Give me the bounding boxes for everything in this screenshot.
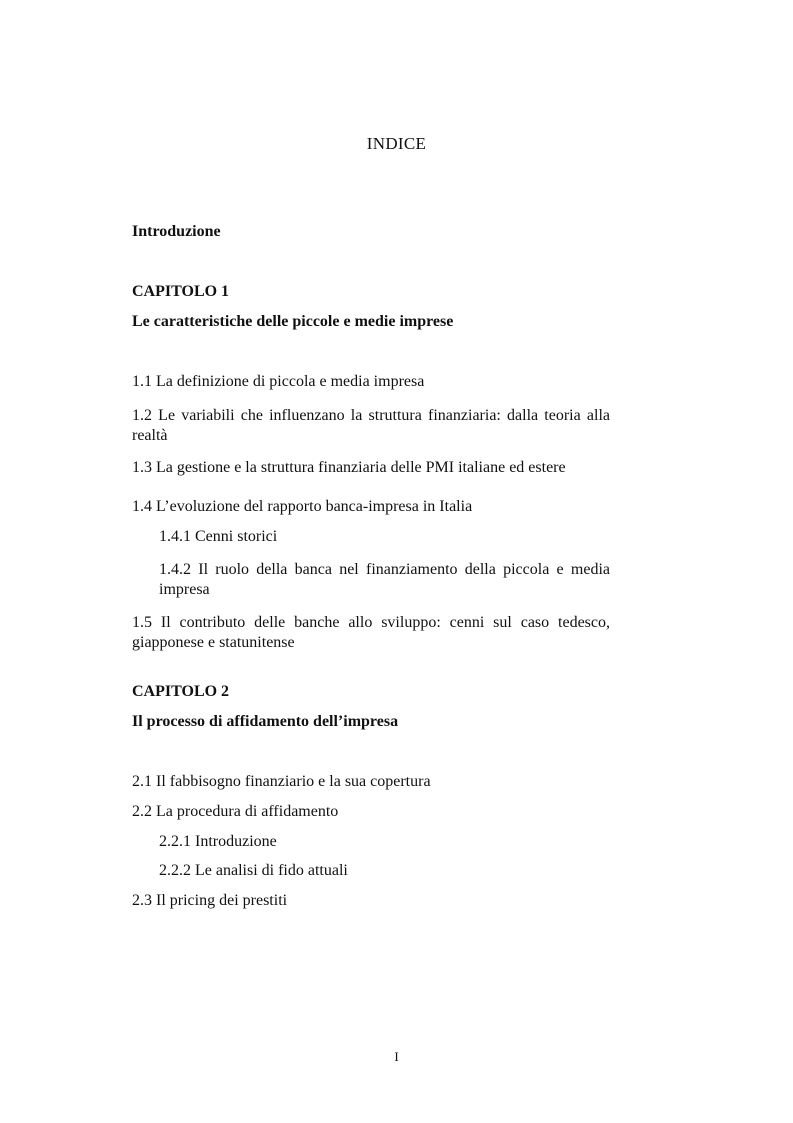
toc-entry-1-4: 1.4 L’evoluzione del rapporto banca-impresa in Italia	[132, 498, 473, 515]
chapter-1-subtitle: Le caratteristiche delle piccole e medie imprese	[132, 313, 454, 330]
toc-entry-1-3: 1.3 La gestione e la struttura finanziaria delle PMI italiane ed estere	[132, 459, 566, 476]
toc-entry-2-3: 2.3 Il pricing dei prestiti	[132, 892, 288, 909]
toc-entry-2-1: 2.1 Il fabbisogno finanziario e la sua copertura	[132, 773, 431, 790]
toc-entry-1-4-2: 1.4.2 Il ruolo della banca nel finanziamento della piccola e media impresa	[159, 561, 610, 598]
chapter-2-heading: CAPITOLO 2	[132, 683, 230, 700]
page-title: INDICE	[366, 134, 427, 153]
toc-introduction: Introduzione	[132, 223, 221, 240]
chapter-1-heading: CAPITOLO 1	[132, 283, 230, 300]
toc-entry-2-2-1: 2.2.1 Introduzione	[159, 833, 277, 850]
toc-entry-1-2: 1.2 Le variabili che influenzano la struttura finanziaria: dalla teoria alla realtà	[132, 407, 610, 444]
toc-entry-2-2-2: 2.2.2 Le analisi di fido attuali	[159, 862, 348, 879]
toc-entry-1-5: 1.5 Il contributo delle banche allo sviluppo: cenni sul caso tedesco, giapponese e statunitense	[132, 614, 610, 651]
page-number: I	[394, 1049, 399, 1064]
toc-entry-1-4-1: 1.4.1 Cenni storici	[159, 528, 278, 545]
toc-entry-2-2: 2.2 La procedura di affidamento	[132, 803, 339, 820]
chapter-2-subtitle: Il processo di affidamento dell’impresa	[132, 713, 399, 730]
toc-entry-1-1: 1.1 La definizione di piccola e media impresa	[132, 373, 425, 390]
